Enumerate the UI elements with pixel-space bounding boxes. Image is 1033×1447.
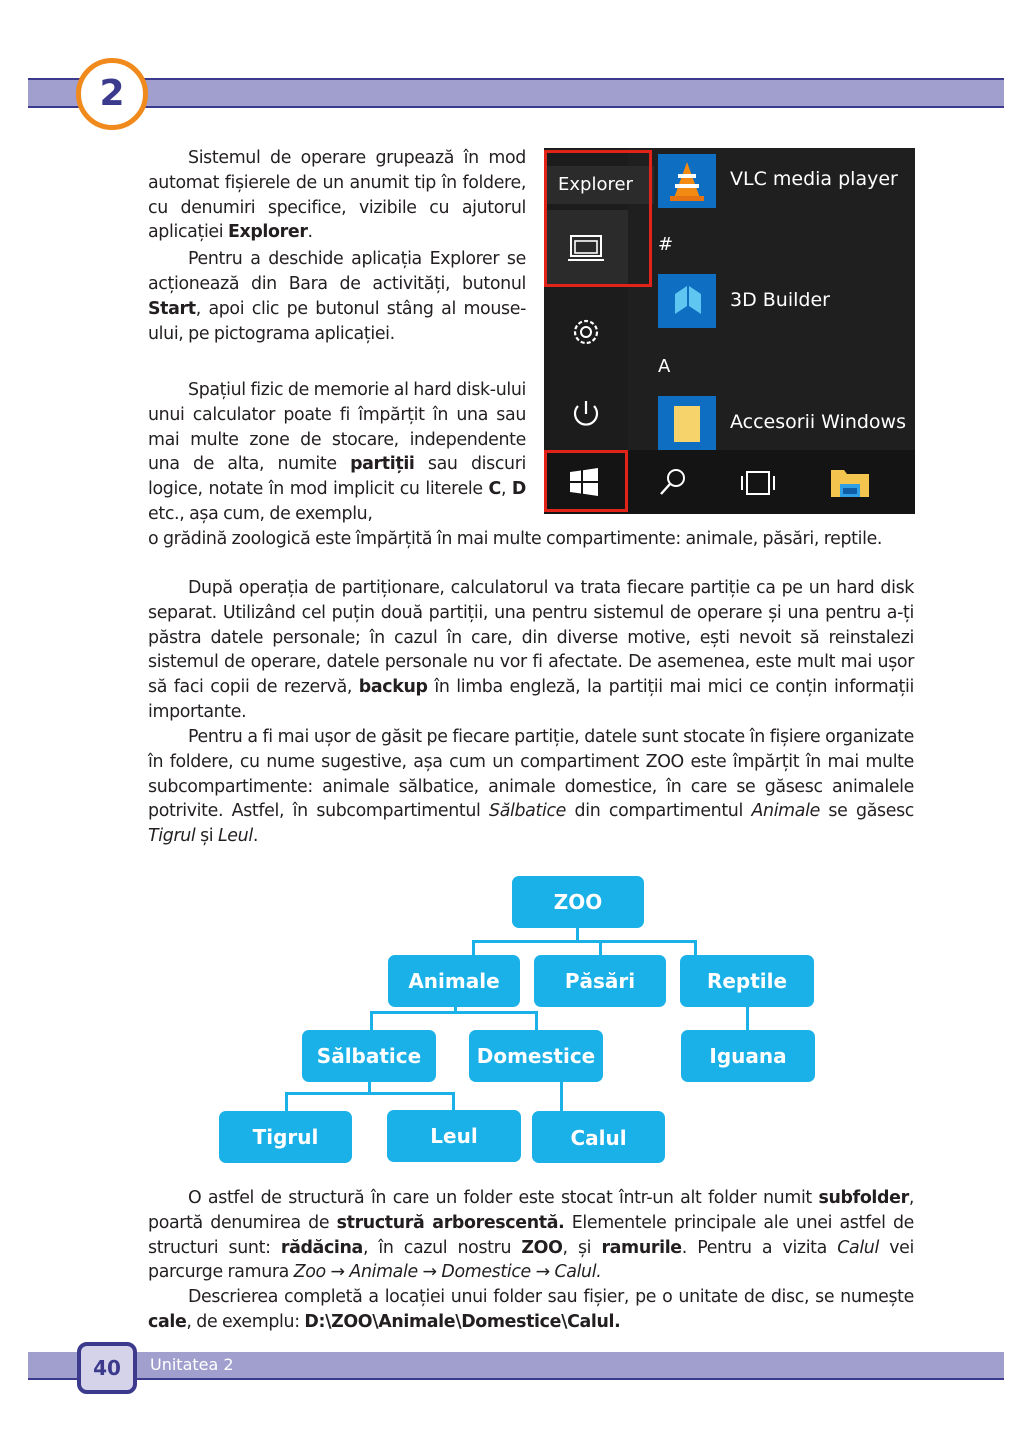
node-reptile: Reptile [680,955,814,1007]
connector [535,1011,538,1031]
section-letter-hash: # [658,234,674,255]
explorer-highlight-box [544,150,652,287]
connector [472,940,697,943]
paragraph-partitioning: După operația de partiționare, calculatorul va trata fiecare partiție ca pe un hard disk separat. Utilizând cel puțin două partiții, una pentru sistemul de operare și una pentru a-ți păstra datele personale; în cazul în care, din diverse motive, ești nevoit să reinstalezi sistemul de operare, datele personale nu vor fi afectate. De asemenea, este mult mai ușor să faci copii de rezervă, backup în limba engleză, la partiții mai mici ce conțin informații importante. [148,578,914,722]
start-menu-screenshot [544,148,915,514]
connector [370,1011,373,1031]
settings-gear-icon[interactable] [564,310,608,358]
explorer-tooltip: Explorer [544,166,654,204]
app-accessories-label[interactable]: Accesorii Windows [730,411,906,433]
header-band [28,80,1004,106]
file-explorer-taskbar-icon[interactable] [828,464,872,504]
connector [694,940,697,956]
3d-builder-icon[interactable] [658,274,716,328]
node-domestice: Domestice [469,1030,603,1082]
header-rule-bottom [28,106,1004,108]
app-vlc-label[interactable]: VLC media player [730,168,898,190]
connector [285,1092,455,1095]
node-zoo: ZOO [512,876,644,928]
paragraph-start: Pentru a deschide aplicația Explorer se acționează din Bara de activități, butonul Start, apoi clic pe butonul stâng al mouse-ului, pe pictograma aplicației. [148,249,526,344]
page-number: 40 [77,1342,137,1394]
connector [560,1080,563,1112]
connector [599,940,602,956]
node-animale: Animale [388,955,520,1007]
search-icon[interactable] [656,466,690,502]
node-calul: Calul [532,1111,665,1163]
paragraph-partitions: Spațiul fizic de memorie al hard disk-ului unui calculator poate fi împărțit în una sau mai multe zone de stocare, independente una de alta, numite partiții sau discuri logice, notate în mod implicit cu literele C, D etc., așa cum, de exemplu, [148,380,526,524]
footer-rule [28,1378,1004,1380]
app-3d-builder-label[interactable]: 3D Builder [730,289,830,311]
paragraph-folders: Pentru a fi mai ușor de găsit pe fiecare partiție, datele sunt stocate în fișiere organizate în foldere, cu nume sugestive, așa cum un compartiment ZOO este împărțit în mai multe subcompartimente: animale sălbatice, animale domestice, în care se găsesc animalele potrivite. Astfel, în subcompartimentul Sălbatice din compartimentul Animale se găsesc Tigrul și Leul. [148,727,914,847]
paragraph-explorer: Sistemul de operare grupează în mod automat fișierele de un anumit tip în foldere, cu denumiri specifice, vizibile cu ajutorul aplicației Explorer. [148,148,526,243]
intro-text [148,146,526,346]
section-letter-a: A [658,356,671,377]
node-tigrul: Tigrul [219,1111,352,1163]
paragraph-tree-structure: O astfel de structură în care un folder este stocat într-un alt folder numit subfolder, poartă denumirea de structură arborescentă. Elementele principale ale unei astfel de structuri sunt: rădăcina, în cazul nostru ZOO, și ramurile. Pentru a vizita Calul vei parcurge ramura Zoo → Animale → Domestice → Calul. [148,1188,915,1283]
start-button-highlight-box [544,450,628,512]
unit-label: Unitatea 2 [150,1355,234,1374]
node-iguana: Iguana [681,1030,815,1082]
paragraph-path: Descrierea completă a locației unui folder sau fișier, pe o unitate de disc, se numește cale, de exemplu: D:\ZOO\Animale\Domestice\Calul. [148,1287,914,1332]
connector [285,1092,288,1112]
node-salbatice: Sălbatice [302,1030,436,1082]
task-view-icon[interactable] [738,468,778,502]
chapter-badge: 2 [76,58,148,130]
power-icon[interactable] [564,392,608,440]
connector [452,1092,455,1112]
node-leul: Leul [387,1110,521,1162]
folder-icon[interactable] [658,396,716,450]
vlc-icon[interactable] [658,154,716,208]
node-pasari: Păsări [534,955,666,1007]
connector [472,940,475,956]
paragraph-partitions-continued: o grădină zoologică este împărțită în mai multe compartimente: animale, păsări, reptile. [148,529,883,549]
connector [746,1006,749,1032]
connector [370,1011,538,1014]
